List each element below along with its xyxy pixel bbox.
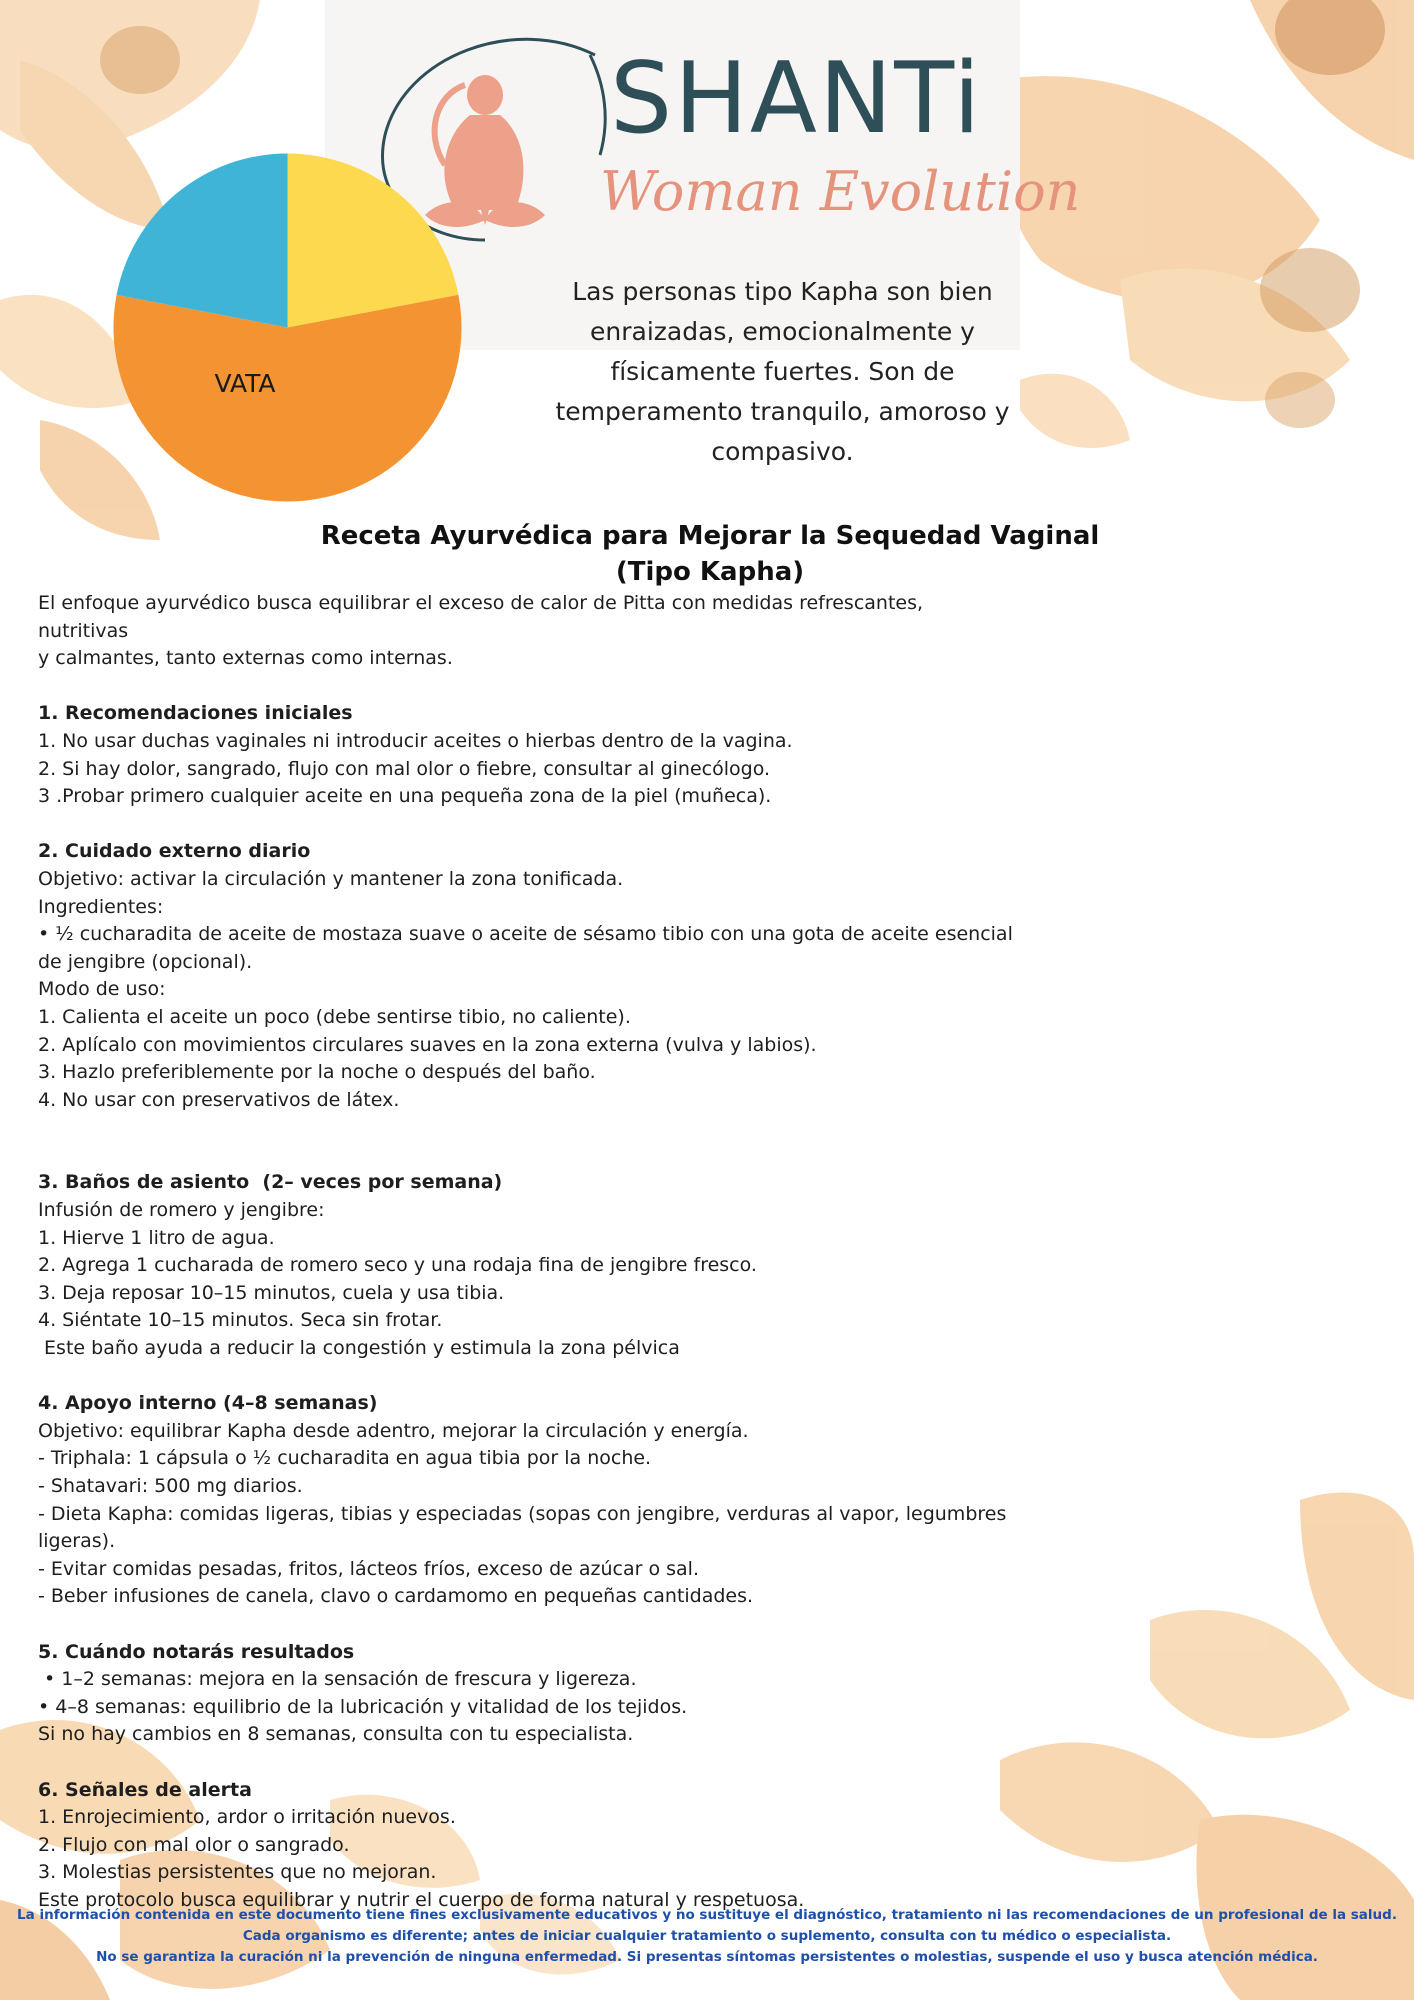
section-heading: 4. Apoyo interno (4–8 semanas) (38, 1392, 378, 1415)
section-line: 1. No usar duchas vaginales ni introducir aceites o hierbas dentro de la vagina. (38, 729, 793, 752)
dosha-pie-chart (110, 150, 465, 505)
page-title (300, 518, 1120, 590)
section-line: • 4–8 semanas: equilibrio de la lubricación y vitalidad de los tejidos. (38, 1695, 688, 1718)
title-line-2: (Tipo Kapha) (615, 557, 805, 587)
pie-slice-label: VATA (214, 369, 276, 398)
section-heading: 6. Señales de alerta (38, 1778, 252, 1801)
brand-name: SHANTi (610, 42, 983, 156)
section-line: • 1–2 semanas: mejora en la sensación de frescura y ligereza. (38, 1668, 637, 1691)
section-line: Objetivo: activar la circulación y mantener la zona tonificada. (38, 867, 624, 890)
disclaimer-line: Cada organismo es diferente; antes de iniciar cualquier tratamiento o suplemento, consulta con tu médico o especialista. (242, 1928, 1172, 1944)
disclaimer-line: No se garantiza la curación ni la prevención de ninguna enfermedad. Si presentas síntomas persistentes o molestias, suspende el uso y busca atención médica. (96, 1949, 1318, 1965)
section-line: 2. Agrega 1 cucharada de romero seco y una rodaja fina de jengibre fresco. (38, 1254, 757, 1277)
section-line: de jengibre (opcional). (38, 950, 253, 973)
section-line: Si no hay cambios en 8 semanas, consulta con tu especialista. (38, 1723, 634, 1746)
section-line: - Evitar comidas pesadas, fritos, lácteos fríos, exceso de azúcar o sal. (38, 1557, 700, 1580)
intro-text: Las personas tipo Kapha son bien enraizadas, emocionalmente y físicamente fuertes. Son de temperamento tranquilo, amoroso y compasivo. (555, 277, 1010, 466)
intro-paragraph-line: El enfoque ayurvédico busca equilibrar el exceso de calor de Pitta con medidas refrescantes, nutritivas (38, 592, 930, 642)
section-line: 2. Aplícalo con movimientos circulares suaves en la zona externa (vulva y labios). (38, 1033, 817, 1056)
section-heading: 5. Cuándo notarás resultados (38, 1640, 355, 1663)
section-line: ligeras). (38, 1530, 116, 1553)
disclaimer-line: La información contenida en este documento tiene fines exclusivamente educativos y no sustituye el diagnóstico, tratamiento ni las recomendaciones de un profesional de la salud. (17, 1907, 1397, 1923)
section-line: Objetivo: equilibrar Kapha desde adentro, mejorar la circulación y energía. (38, 1419, 749, 1442)
section-line: Ingredientes: (38, 895, 164, 918)
section-heading: 3. Baños de asiento (2– veces por semana) (38, 1171, 503, 1194)
section-line: 3. Deja reposar 10–15 minutos, cuela y usa tibia. (38, 1281, 505, 1304)
section-line: 1. Calienta el aceite un poco (debe sentirse tibio, no caliente). (38, 1005, 631, 1028)
section-heading: 1. Recomendaciones iniciales (38, 702, 353, 725)
intro-paragraph-line: y calmantes, tanto externas como internas. (38, 647, 453, 670)
section-line: 3 .Probar primero cualquier aceite en una pequeña zona de la piel (muñeca). (38, 785, 772, 808)
section-line: 4. Siéntate 10–15 minutos. Seca sin frotar. (38, 1309, 443, 1332)
section-line: 2. Si hay dolor, sangrado, flujo con mal olor o fiebre, consultar al ginecólogo. (38, 757, 771, 780)
brand-tagline: Woman Evolution (600, 160, 1081, 223)
section-line: 1. Enrojecimiento, ardor o irritación nuevos. (38, 1806, 456, 1829)
section-line: 1. Hierve 1 litro de agua. (38, 1226, 275, 1249)
section-line: Este baño ayuda a reducir la congestión y estimula la zona pélvica (38, 1337, 680, 1360)
legal-disclaimer (0, 1905, 1414, 1968)
section-line: Este protocolo busca equilibrar y nutrir el cuerpo de forma natural y respetuosa. (38, 1888, 805, 1911)
section-line: 3. Molestias persistentes que no mejoran. (38, 1861, 437, 1884)
section-line: 4. No usar con preservativos de látex. (38, 1088, 400, 1111)
section-line: Modo de uso: (38, 978, 166, 1001)
section-line: 3. Hazlo preferiblemente por la noche o después del baño. (38, 1061, 596, 1084)
section-heading: 2. Cuidado externo diario (38, 840, 311, 863)
section-line: - Beber infusiones de canela, clavo o cardamomo en pequeñas cantidades. (38, 1585, 754, 1608)
section-line: - Triphala: 1 cápsula o ½ cucharadita en agua tibia por la noche. (38, 1447, 652, 1470)
section-line: Infusión de romero y jengibre: (38, 1199, 325, 1222)
title-line-1: Receta Ayurvédica para Mejorar la Sequedad Vaginal (320, 521, 1100, 551)
section-line: - Shatavari: 500 mg diarios. (38, 1475, 303, 1497)
section-line: - Dieta Kapha: comidas ligeras, tibias y especiadas (sopas con jengibre, verduras al vapor, legumbres (38, 1502, 1007, 1525)
document-body (38, 590, 1018, 1915)
section-line: • ½ cucharadita de aceite de mostaza suave o aceite de sésamo tibio con una gota de aceite esencial (38, 923, 1013, 946)
section-line: 2. Flujo con mal olor o sangrado. (38, 1833, 350, 1856)
